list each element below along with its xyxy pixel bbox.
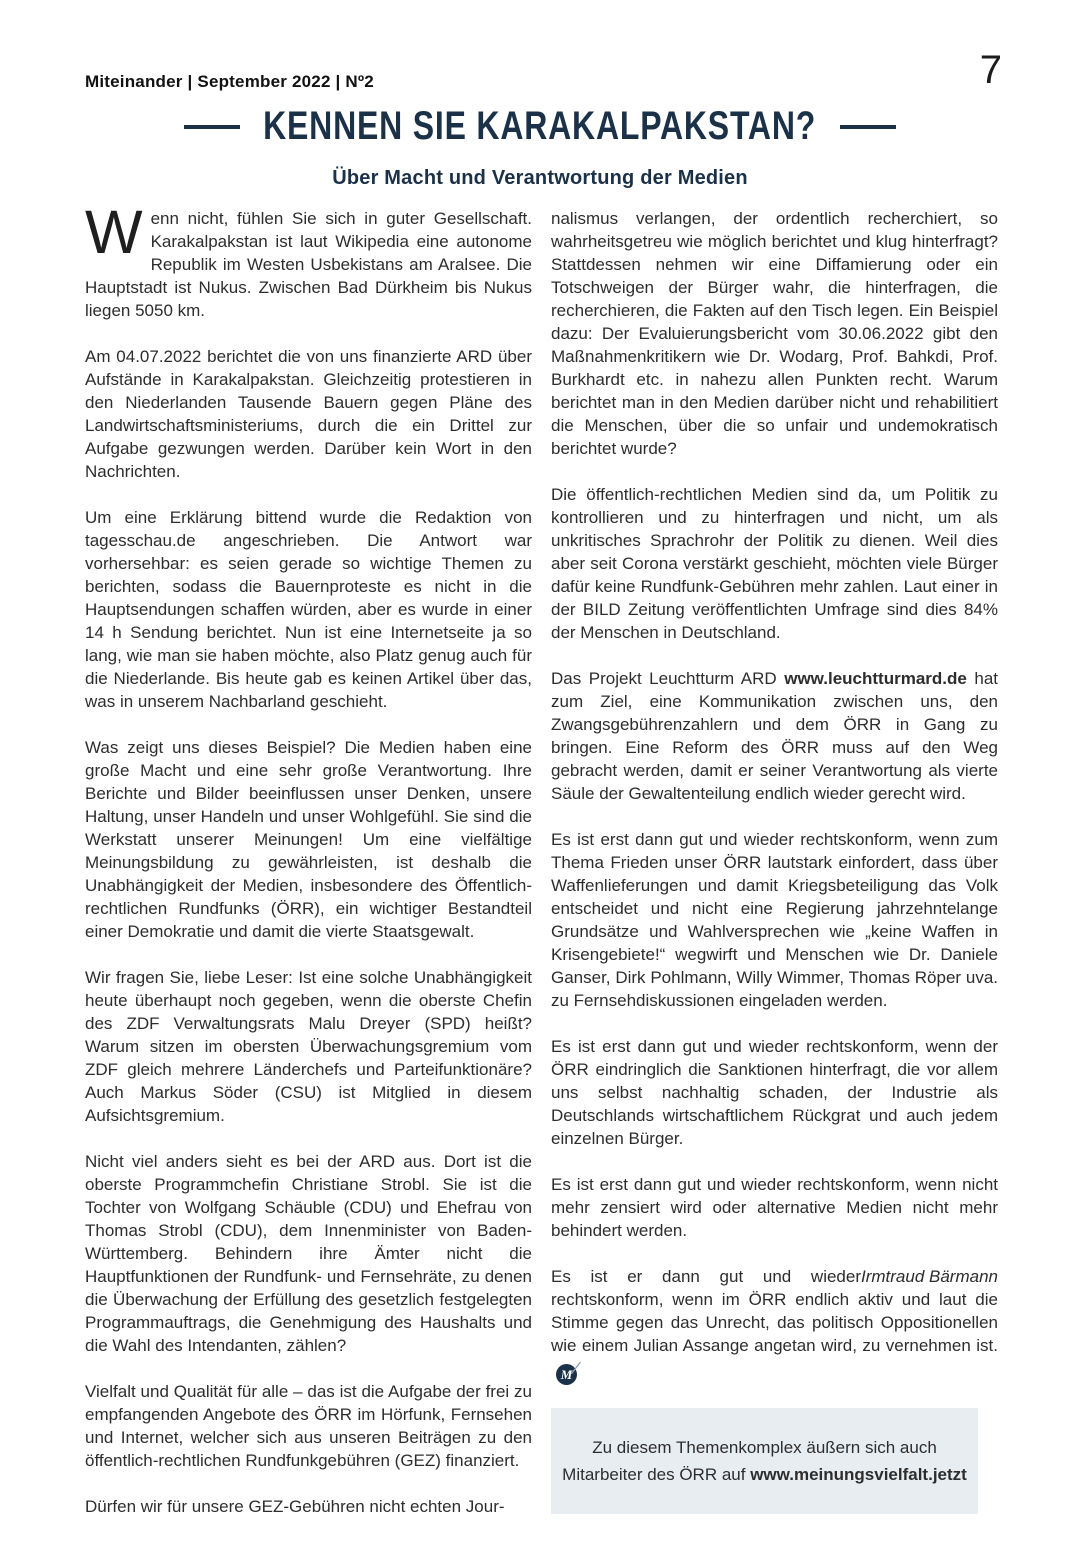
paragraph [85,736,532,943]
paragraph [85,1380,532,1472]
body-text: Zu diesem Themenkomplex äußern sich auch [592,1438,937,1457]
paragraph [551,483,998,644]
body-text: Am 04.07.2022 berichtet die von uns finanzierte ARD über Aufstände in Karakalpakstan. Gleichzeitig protestieren in den Niederlanden Tausende Bauern gegen Pläne des Landwirtschaftsministeriums, durch die ein Drittel zur Aufgabe gezwungen werden. Darüber kein Wort in den Nachrichten. [85,347,532,481]
paragraph [85,345,532,483]
article-title-row [0,104,1080,149]
paragraph [551,1035,998,1150]
url-text: www.meinungsvielfalt.jetzt [750,1465,967,1484]
paragraph [551,828,998,1012]
paragraph [551,1173,998,1242]
body-text: Die öffentlich-rechtlichen Medien sind da, um Politik zu kontrollieren und zu hinterfragen und nicht, um als unkritisches Sprachrohr der Politik zu dienen. Weil dies aber seit Corona verstärkt geschieht, möchten viele Bürger dafür keine Rundfunk-Gebühren mehr zahlen. Laut einer in der BILD Zeitung veröffentlichten Umfrage sind dies 84% der Menschen in Deutschland. [551,485,998,642]
column-right [551,207,998,1518]
body-text: Was zeigt uns dieses Beispiel? Die Medien haben eine große Macht und eine sehr große Verantwortung. Ihre Berichte und Bilder beeinflussen unser Denken, unsere Haltung, unser Handeln und unser Wohlgefühl. Sie sind die Werkstatt unserer Meinungen! Um eine vielfältige Meinungsbildung zu gewährleisten, ist deshalb die Unabhängigkeit der Medien, insbesondere des Öffentlich-rechtlichen Rundfunks (ÖRR), ein wichtiger Bestandteil einer Demokratie und damit die vierte Staatsgewalt. [85,738,532,941]
body-text: Um eine Erklärung bittend wurde die Redaktion von tagesschau.de angeschrieben. Die Antwort war vorhersehbar: es seien gerade so wichtige Themen zu berichten, sodass die Bauernproteste es nicht in die Hauptsendungen schaffen würden, aber es wurde in einer 14 h Sendung berichtet. Nun ist eine Internetseite ja so lang, wie man sie haben möchte, also Platz genug auch für die Niederlande. Bis heute gab es keinen Artikel über das, was in unserem Nachbarland geschieht. [85,508,532,711]
paragraph [551,207,998,460]
body-text: enn nicht, fühlen Sie sich in guter Gesellschaft. Karakalpakstan ist laut Wikipedia eine autonome Republik im Westen Usbekistans am Aralsee. Die Hauptstadt ist Nukus. Zwischen Bad Dürkheim bis Nukus liegen 5050 km. [85,209,532,320]
author-signature: Irmtraud Bärmann [861,1267,998,1286]
body-text: hat zum Ziel, eine Kommunikation zwischen uns, den Zwangsgebührenzahlern und dem ÖRR in Gang zu bringen. Eine Reform des ÖRR muss auf den Weg gebracht werden, damit er seiner Verantwortung als vierte Säule der Gewaltenteilung endlich wieder gerecht wird. [551,669,998,803]
body-text: Das Projekt Leuchtturm ARD [551,669,785,688]
title-rule-left [184,125,240,129]
article-body [85,198,998,1518]
body-text: Dürfen wir für unsere GEZ-Gebühren nicht echten Jour- [85,1497,505,1516]
paragraph [85,966,532,1127]
page-number: 7 [979,48,1002,92]
issue-line: Miteinander | September 2022 | Nº2 [85,72,374,91]
logo-slash-icon: ∕ [574,1359,577,1378]
paragraph [85,506,532,713]
column-left [85,198,532,1518]
body-text: Es ist er dann gut und wieder rechtskonform, wenn im ÖRR endlich aktiv und laut die Stimme gegen das Unrecht, das politisch Oppositionellen wie einem Julian Assange angetan wird, zu vernehmen ist. [551,1267,998,1355]
paragraph [551,667,998,805]
info-box-line [559,1461,970,1488]
drop-cap: W [85,198,143,266]
body-text: Wir fragen Sie, liebe Leser: Ist eine solche Unabhängigkeit heute überhaupt noch gegeben, wenn die oberste Chefin des ZDF Verwaltungsrats Malu Dreyer (SPD) heißt? Warum sitzen im obersten Überwachungsgremium vom ZDF gleich mehrere Länderchefs und Parteifunktionäre? Auch Markus Söder (CSU) ist Mitglied in diesem Aufsichtsgremium. [85,968,532,1125]
paragraph [85,1495,532,1518]
body-text: Es ist erst dann gut und wieder rechtskonform, wenn zum Thema Frieden unser ÖRR lautstark einfordert, dass über Waffenlieferungen und damit Kriegsbeteiligung das Volk entscheidet und nicht eine Regierung jahrzehntelange Grundsätze und Wahlversprechen wie „keine Waffen in Krisengebiete!“ wegwirft und Menschen wie Dr. Daniele Ganser, Dirk Pohlmann, Willy Wimmer, Thomas Röper uva. zu Fernsehdiskussionen eingeladen werden. [551,830,998,1010]
paragraph [85,1150,532,1357]
body-text: nalismus verlangen, der ordentlich recherchiert, so wahrheitsgetreu wie möglich berichtet und klug hinterfragt? Stattdessen nehmen wir eine Diffamierung oder ein Totschweigen der Bürger wahr, die hinterfragen, die recherchieren, die Fakten auf den Tisch legen. Ein Beispiel dazu: Der Evaluierungsbericht vom 30.06.2022 gibt den Maßnahmenkritikern wie Dr. Wodarg, Prof. Bahkdi, Prof. Burkhardt etc. in nahezu allen Punkten recht. Warum berichtet man in den Medien darüber nicht und rehabilitiert die Menschen, über die so unfair und undemokratisch berichtet wurde? [551,209,998,458]
paragraph [551,1265,998,1385]
info-box-line [559,1434,970,1461]
paragraph [85,198,532,322]
info-box [551,1408,978,1514]
body-text: Mitarbeiter des ÖRR auf [562,1465,751,1484]
article-title: KENNEN SIE KARAKALPAKSTAN? [263,104,817,148]
body-text: Vielfalt und Qualität für alle – das ist die Aufgabe der frei zu empfangenden Angebote des ÖRR im Hörfunk, Fernsehen und Internet, welcher sich aus unseren Beiträgen zu den öffentlich-rechtlichen Rundfunkgebühren (GEZ) finanziert. [85,1382,532,1470]
url-text: www.leuchtturmard.de [784,669,967,688]
body-text: Es ist erst dann gut und wieder rechtskonform, wenn der ÖRR eindringlich die Sanktionen hinterfragt, die vor allem uns selbst nachhaltig schaden, der Industrie als Deutschlands wirtschaftlichem Rückgrat und auch jedem einzelnen Bürger. [551,1037,998,1148]
body-text: Es ist erst dann gut und wieder rechtskonform, wenn nicht mehr zensiert wird oder alternative Medien nicht mehr behindert werden. [551,1175,998,1240]
title-rule-right [840,125,896,129]
miteinander-logo-icon: M [556,1364,577,1385]
article-subtitle: Über Macht und Verantwortung der Medien [332,167,748,189]
body-text: Nicht viel anders sieht es bei der ARD aus. Dort ist die oberste Programmchefin Christiane Strobl. Sie ist die Tochter von Wolfgang Schäuble (CDU) und Ehefrau von Thomas Strobl (CDU), dem Innenminister von Baden-Württemberg. Behindern ihre Ämter nicht die Hauptfunktionen der Rundfunk- und Fernsehräte, zu denen die Überwachung der Erfüllung des gesetzlich festgelegten Programmauftrags, die Genehmigung des Haushalts und die Wahl des Intendanten, zählen? [85,1152,532,1355]
